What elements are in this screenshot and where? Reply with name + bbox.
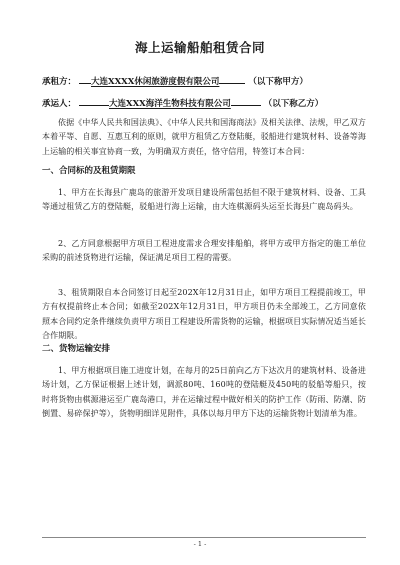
party-a-suffix: （以下称甲方） (248, 77, 308, 87)
section-1-item-1: 1、甲方在长海县广鹿岛的旅游开发项目建设所需包括但不限于建筑材料、设备、工具等通过租赁乙方的登陆艇，驳船进行海上运输，由大连棋源码头运至长海县广鹿岛码头。 (42, 188, 366, 212)
section-1-item-2: 2、乙方同意根据甲方项目工程进度需求合理安排船舶，将甲方或甲方指定的施工单位采购的前述货物进行运输，保证满足项目工程的需要。 (42, 239, 366, 263)
party-b-line (42, 96, 323, 109)
section-2-item-1: 1、甲方根据项目施工进度计划，在每月的25日前向乙方下达次月的建筑材料、设备进场计划，乙方保证根据上述计划，调派80吨、160吨的登陆艇及450吨的驳船等船只，按时将货物由棋源港运至广鹿岛港口，并在运输过程中做好相关的防护工作（防雨、防潮、防倒置、易碎保护等），货物明细详见附件，具体以每月甲方下达的运输货物计划清单为准。 (42, 366, 366, 419)
party-b-suffix: （以下称乙方） (263, 99, 324, 109)
party-a-name: 大连XXXX休闲旅游度假有限公司 (90, 77, 220, 87)
intro-paragraph: 依据《中华人民共和国法典》、《中华人民共和国海商法》及相关法律、法规，甲乙双方本着平等、自愿、互惠互利的原则，就甲方租赁乙方登陆艇，驳船进行建筑材料、设备等海上运输的相关事宜协商一致，为明确双方责任，恪守信用，特签订本合同： (42, 118, 366, 156)
party-b-label: 承运人： (42, 99, 77, 109)
page-number: - 1 - (193, 540, 207, 548)
party-b-name: 大连XXX海洋生物科技有限公司 (108, 99, 231, 109)
section-2-heading: 二、货物运输安排 (42, 344, 111, 354)
party-a-line (42, 74, 308, 87)
section-1-item-3: 3、租赁期限自本合同签订日起至202X年12月31日止，如甲方项目工程提前竣工，甲方有权提前终止本合同；如截至202X年12月31日，甲方项目仍未全部竣工，乙方同意依照本合同约定条件继续负责甲方项目工程建设所需货物的运输，根据项目实际情况适当延长合作期限。 (42, 288, 366, 341)
section-1-heading: 一、合同标的及租赁期限 (42, 166, 136, 176)
footer-divider (42, 537, 366, 538)
contract-title: 海上运输船舶租赁合同 (134, 40, 265, 55)
party-a-label: 承租方： (42, 77, 77, 87)
